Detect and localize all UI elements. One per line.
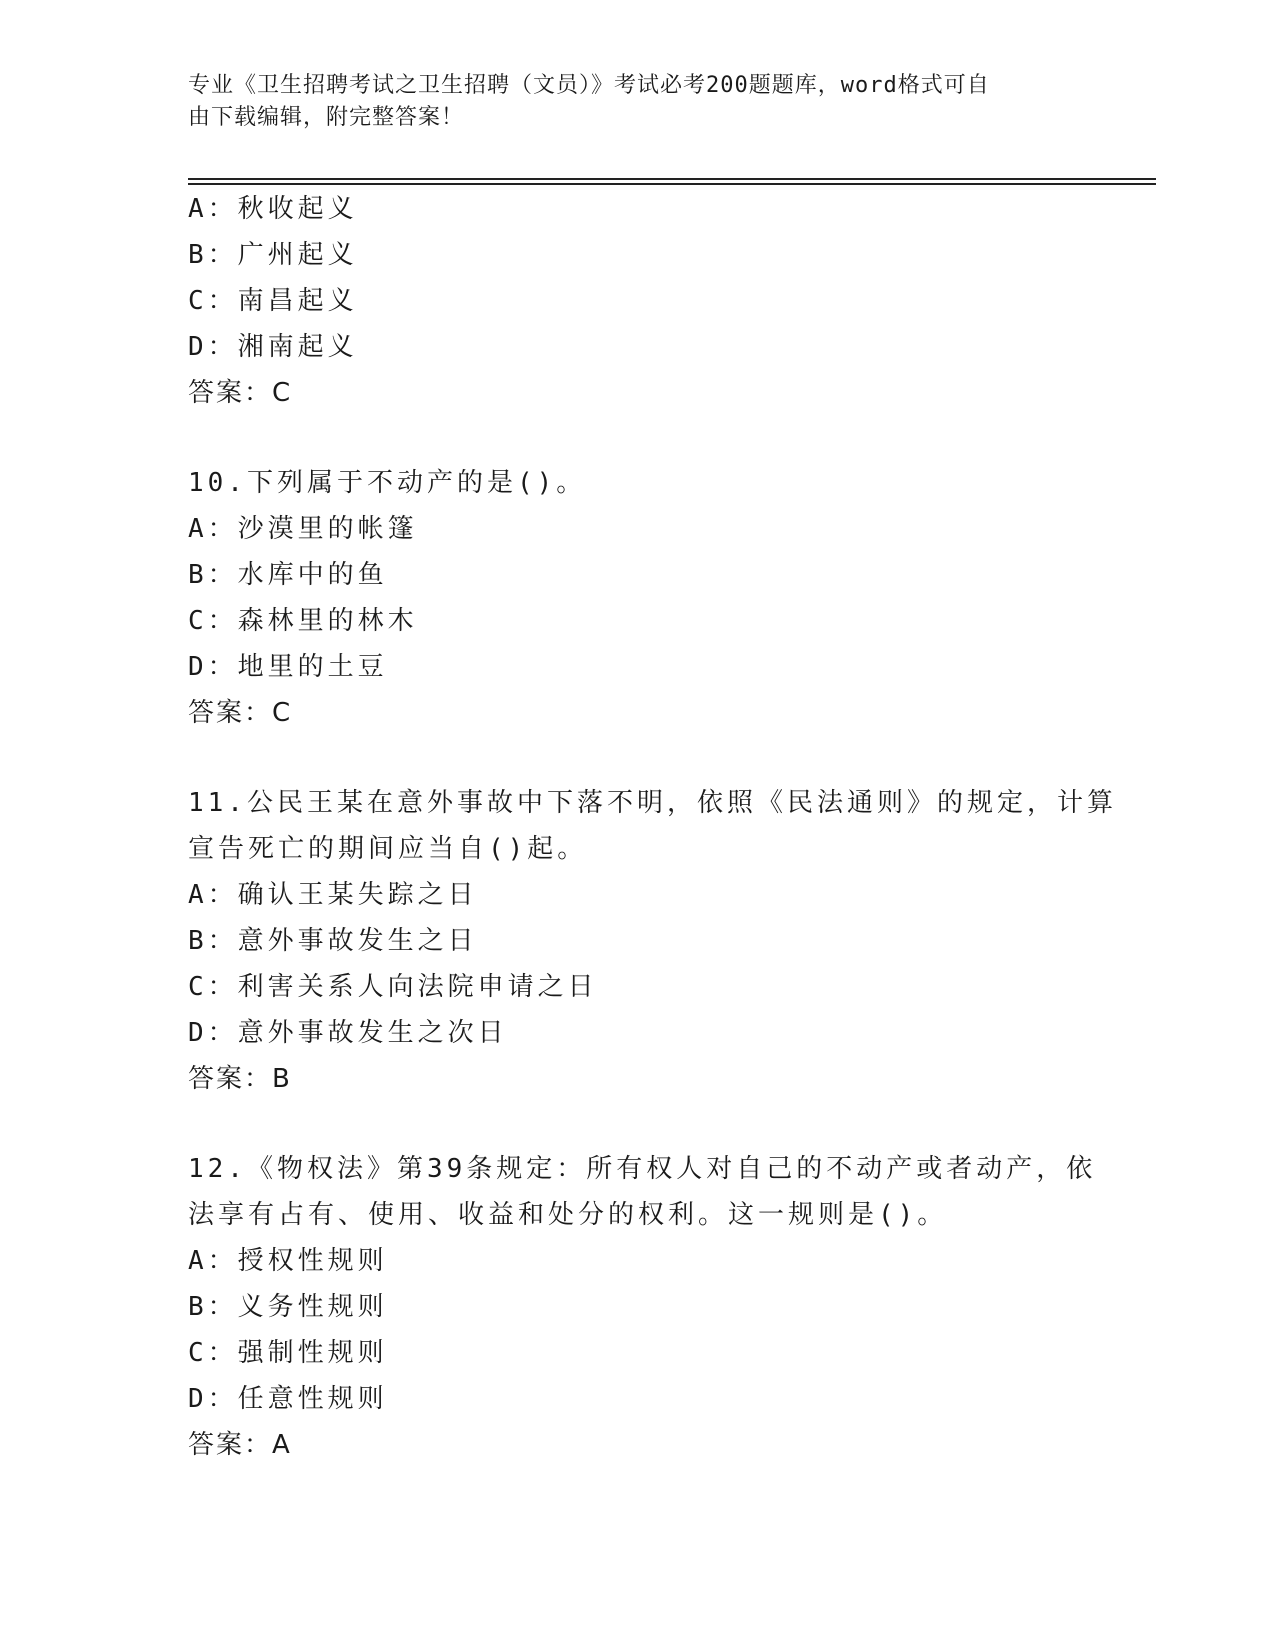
option-b: B：水库中的鱼 [188, 560, 388, 590]
spacer [188, 736, 1088, 780]
option-a: A：沙漠里的帐篷 [188, 514, 418, 544]
question-block-9 [188, 186, 1088, 416]
option-d: D：意外事故发生之次日 [188, 1018, 508, 1048]
option-c: C：强制性规则 [188, 1338, 388, 1368]
option-c: C：南昌起义 [188, 286, 358, 316]
question-text-line-1: 11.公民王某在意外事故中下落不明，依照《民法通则》的规定，计算 [188, 788, 1117, 818]
option-d: D：湘南起义 [188, 332, 358, 362]
question-text-line-2: 宣告死亡的期间应当自()起。 [188, 834, 588, 864]
answer-line: 答案：B [188, 1064, 292, 1094]
question-block-10 [188, 460, 1088, 736]
option-c: C：森林里的林木 [188, 606, 418, 636]
question-block-11 [188, 780, 1117, 1102]
header-divider-top [188, 178, 1156, 180]
answer-line: 答案：C [188, 378, 293, 408]
question-block-12 [188, 1146, 1097, 1468]
question-list [188, 186, 1117, 1468]
header-line-1: 专业《卫生招聘考试之卫生招聘（文员）》考试必考200题题库，word格式可自 [188, 73, 990, 98]
option-b: B：广州起义 [188, 240, 358, 270]
document-header [188, 70, 1078, 134]
spacer [188, 416, 1088, 460]
header-divider-bottom [188, 183, 1156, 185]
header-line-2: 由下载编辑，附完整答案！ [188, 105, 465, 130]
option-a: A：确认王某失踪之日 [188, 880, 478, 910]
option-d: D：地里的土豆 [188, 652, 388, 682]
option-b: B：意外事故发生之日 [188, 926, 478, 956]
question-text-line-1: 12.《物权法》第39条规定：所有权人对自己的不动产或者动产，依 [188, 1154, 1097, 1184]
option-d: D：任意性规则 [188, 1384, 388, 1414]
option-a: A：授权性规则 [188, 1246, 388, 1276]
question-text: 10.下列属于不动产的是()。 [188, 468, 587, 498]
spacer [188, 1102, 1088, 1146]
option-a: A：秋收起义 [188, 194, 358, 224]
question-text-line-2: 法享有占有、使用、收益和处分的权利。这一规则是()。 [188, 1200, 948, 1230]
answer-line: 答案：C [188, 698, 293, 728]
option-b: B：义务性规则 [188, 1292, 388, 1322]
answer-line: 答案：A [188, 1430, 292, 1460]
option-c: C：利害关系人向法院申请之日 [188, 972, 598, 1002]
